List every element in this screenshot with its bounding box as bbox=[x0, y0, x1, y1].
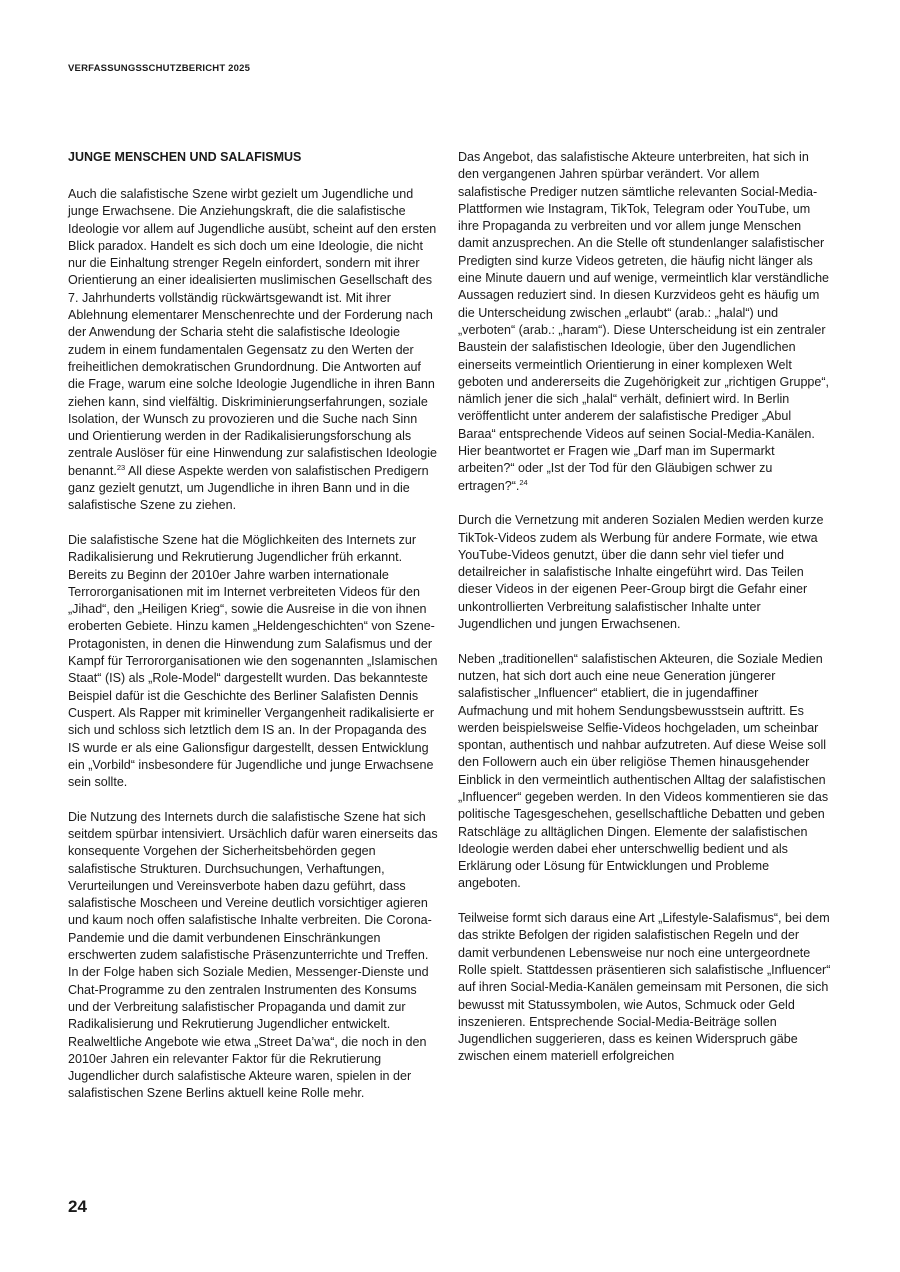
footnote-ref-23[interactable]: 23 bbox=[116, 462, 126, 472]
paragraph-1: Auch die salafistische Szene wirbt gezielt um Jugendliche und junge Erwachsene. Die Anziehungskraft, die die salafistische Ideologie vor allem auf Jugendliche ausübt, scheint auf den ersten Blick paradox. Handelt es sich doch um eine Ideologie, die nicht nur die Einhaltung strenger Regeln einfordert, sondern mit ihrer Orientierung an einer idealisierten muslimischen Gesellschaft des 7. Jahrhunderts vollständig rückwärtsgewandt ist. Mit ihrer Ablehnung elementarer Menschenrechte und der Forderung nach der Anwendung der Scharia steht die salafistische Ideologie zudem in einem fundamentalen Gegensatz zu den Werten der freiheitlichen demokratischen Grundordnung. Die Antworten auf die Frage, warum eine solche Ideologie Jugendliche in ihren Bann ziehen kann, sind vielfältig. Diskriminierungserfahrungen, soziale Isolation, der Wunsch zu provozieren und die Suche nach Sinn und Orientierung werden in der Radikalisierungsforschung als zentrale Auslöser für eine Hinwendung zur salafistischen Ideologie benannt.$^{23}$ All diese Aspekte werden von salafistischen Predigern ganz gezielt genutzt, um Jugendliche in ihren Bann und in die salafistische Szene zu ziehen. bbox=[68, 187, 437, 513]
right-column bbox=[458, 149, 831, 1083]
running-header: VERFASSUNGSSCHUTZBERICHT 2025 bbox=[68, 63, 251, 74]
paragraph-2: Die salafistische Szene hat die Möglichkeiten des Internets zur Radikalisierung und Rekrutierung Jugendlicher früh erkannt. Bereits zu Beginn der 2010er Jahre warben internationale Terrororganisationen mit im Internet verbreiteten Videos für den „Jihad“, den „Heiligen Krieg“, sowie die Ausreise in die von ihnen eroberten Gebiete. Hinzu kamen „Heldengeschichten“ von Szene-Protagonisten, in denen die Hinwendung zum Salafismus und der Kampf für Terrororganisationen wie den sogenannten „Islamischen Staat“ (IS) als „Role-Model“ dargestellt wurden. Das bekannteste Beispiel dafür ist die Geschichte des Berliner Salafisten Dennis Cuspert. Als Rapper mit krimineller Vergangenheit radikalisierte er sich und schloss sich letztlich dem IS an. In der Propaganda des IS wurde er als eine Galionsfigur dargestellt, dessen Entwicklung ein „Vorbild“ insbesondere für Jugendliche und junge Erwachsene sein sollte. bbox=[68, 532, 438, 790]
paragraph-5: Durch die Vernetzung mit anderen Sozialen Medien werden kurze TikTok-Videos zudem als Werbung für andere Formate, wie etwa YouTube-Videos genutzt, über die dann sehr viel tiefer und detailreicher in salafistische Inhalte eingeführt wird. Das Teilen dieser Videos in der eigenen Peer-Group birgt die Gefahr einer unkontrollierten Verbreitung salafistischer Inhalte unter Jugendlichen und jungen Erwachsenen. bbox=[458, 513, 824, 632]
page-number: 24 bbox=[68, 1197, 87, 1216]
paragraph-6: Neben „traditionellen“ salafistischen Akteuren, die Soziale Medien nutzen, hat sich dort auch eine neue Generation jüngerer salafistischer „Influencer“ etabliert, die in jugendaffiner Aufmachung und mit hohem Sendungsbewusstsein auftritt. Es werden beispielsweise Selfie-Videos hochgeladen, um scheinbar spontan, authentisch und nahbar aufzutreten. Auf diese Weise soll den Followern auch ein über religiöse Themen hinausgehender Einblick in den vermeintlich authentischen Alltag der salafistischen „Influencer“ gegeben werden. In den Videos kommentieren sie das politische Tagesgeschehen, gesellschaftliche Debatten und geben Ratschläge zu alltäglichen Dingen. Elemente der salafistischen Ideologie werden dabei eher unterschwellig bedient und als Erklärung oder Lösung für Entwicklungen und Probleme angeboten. bbox=[458, 651, 829, 891]
footnote-ref-24[interactable]: 24 bbox=[519, 477, 528, 487]
left-column bbox=[68, 149, 441, 1120]
paragraph-3: Die Nutzung des Internets durch die salafistische Szene hat sich seitdem spürbar intensiviert. Ursächlich dafür waren einerseits das konsequente Vorgehen der Sicherheitsbehörden gegen salafistische Strukturen. Durchsuchungen, Verhaftungen, Verurteilungen und Vereinsverbote haben dazu geführt, dass salafistische Moscheen und Vereine deutlich vorsichtiger agieren und kaum noch offen salafistische Inhalte verbreiten. Die Corona-Pandemie und die damit verbundenen Einschränkungen erschwerten zudem salafistische Präsenzunterrichte und Treffen. In der Folge haben sich Soziale Medien, Messenger-Dienste und Chat-Programme zu den zentralen Instrumenten des Konsums und der Verbreitung salafistischer Propaganda und damit zur Radikalisierung und Rekrutierung Jugendlicher entwickelt. Realweltliche Angebote wie etwa „Street Da’wa“, die noch in den 2010er Jahren ein relevanter Faktor für die Rekrutierung Jugendlicher durch salafistische Akteure waren, spielen in der salafistischen Szene Berlins aktuell keine Rolle mehr. bbox=[68, 809, 438, 1101]
paragraph-7: Teilweise formt sich daraus eine Art „Lifestyle-Salafismus“, bei dem das strikte Befolgen der rigiden salafistischen Regeln und der damit verbundenen Lebensweise nur noch eine untergeordnete Rolle spielt. Stattdessen präsentieren sich salafistische „Influencer“ auf ihren Social-Media-Kanälen gemeinsam mit Personen, die sich bewusst mit Statussymbolen, wie Autos, Schmuck oder Geld inszenieren. Entsprechende Social-Media-Beiträge sollen Jugendlichen suggerieren, dass es keinen Widerspruch gäbe zwischen einem materiell erfolgreichen bbox=[458, 911, 831, 1064]
paragraph-4: Das Angebot, das salafistische Akteure unterbreiten, hat sich in den vergangenen Jahren spürbar verändert. Vor allem salafistische Prediger nutzen sämtliche relevanten Social-Media-Plattformen wie Instagram, TikTok, Telegram oder YouTube, um ihre Propaganda zu verbreiten und vor allem junge Menschen damit anzusprechen. An die Stelle oft stundenlanger salafistischer Predigten sind kurze Videos getreten, die häufig nicht länger als eine Minute dauern und auf wenige, vermeintlich klar verständliche Aussagen reduziert sind. In diesen Kurzvideos geht es häufig um die Unterscheidung zwischen „erlaubt“ (arab.: „halal“) und „verboten“ (arab.: „haram“). Diese Unterscheidung ist ein zentraler Baustein der salafistischen Ideologie, über den Jugendlichen einerseits vermeintlich Orientierung in einer komplexen Welt geboten und andererseits die Zugehörigkeit zur „richtigen Gruppe“, nämlich jener die sich „halal“ verhält, definiert wird. In Berlin veröffentlicht unter anderem der salafistische Prediger „Abul Baraa“ entsprechende Videos auf seinen Social-Media-Kanälen. Hier beantwortet er Fragen wie „Darf man im Supermarkt arbeiten?“ oder „Ist der Tod für den Gläubigen schwer zu ertragen?“.$^{24}$ bbox=[458, 150, 830, 493]
section-heading: JUNGE MENSCHEN UND SALAFISMUS bbox=[68, 150, 302, 164]
